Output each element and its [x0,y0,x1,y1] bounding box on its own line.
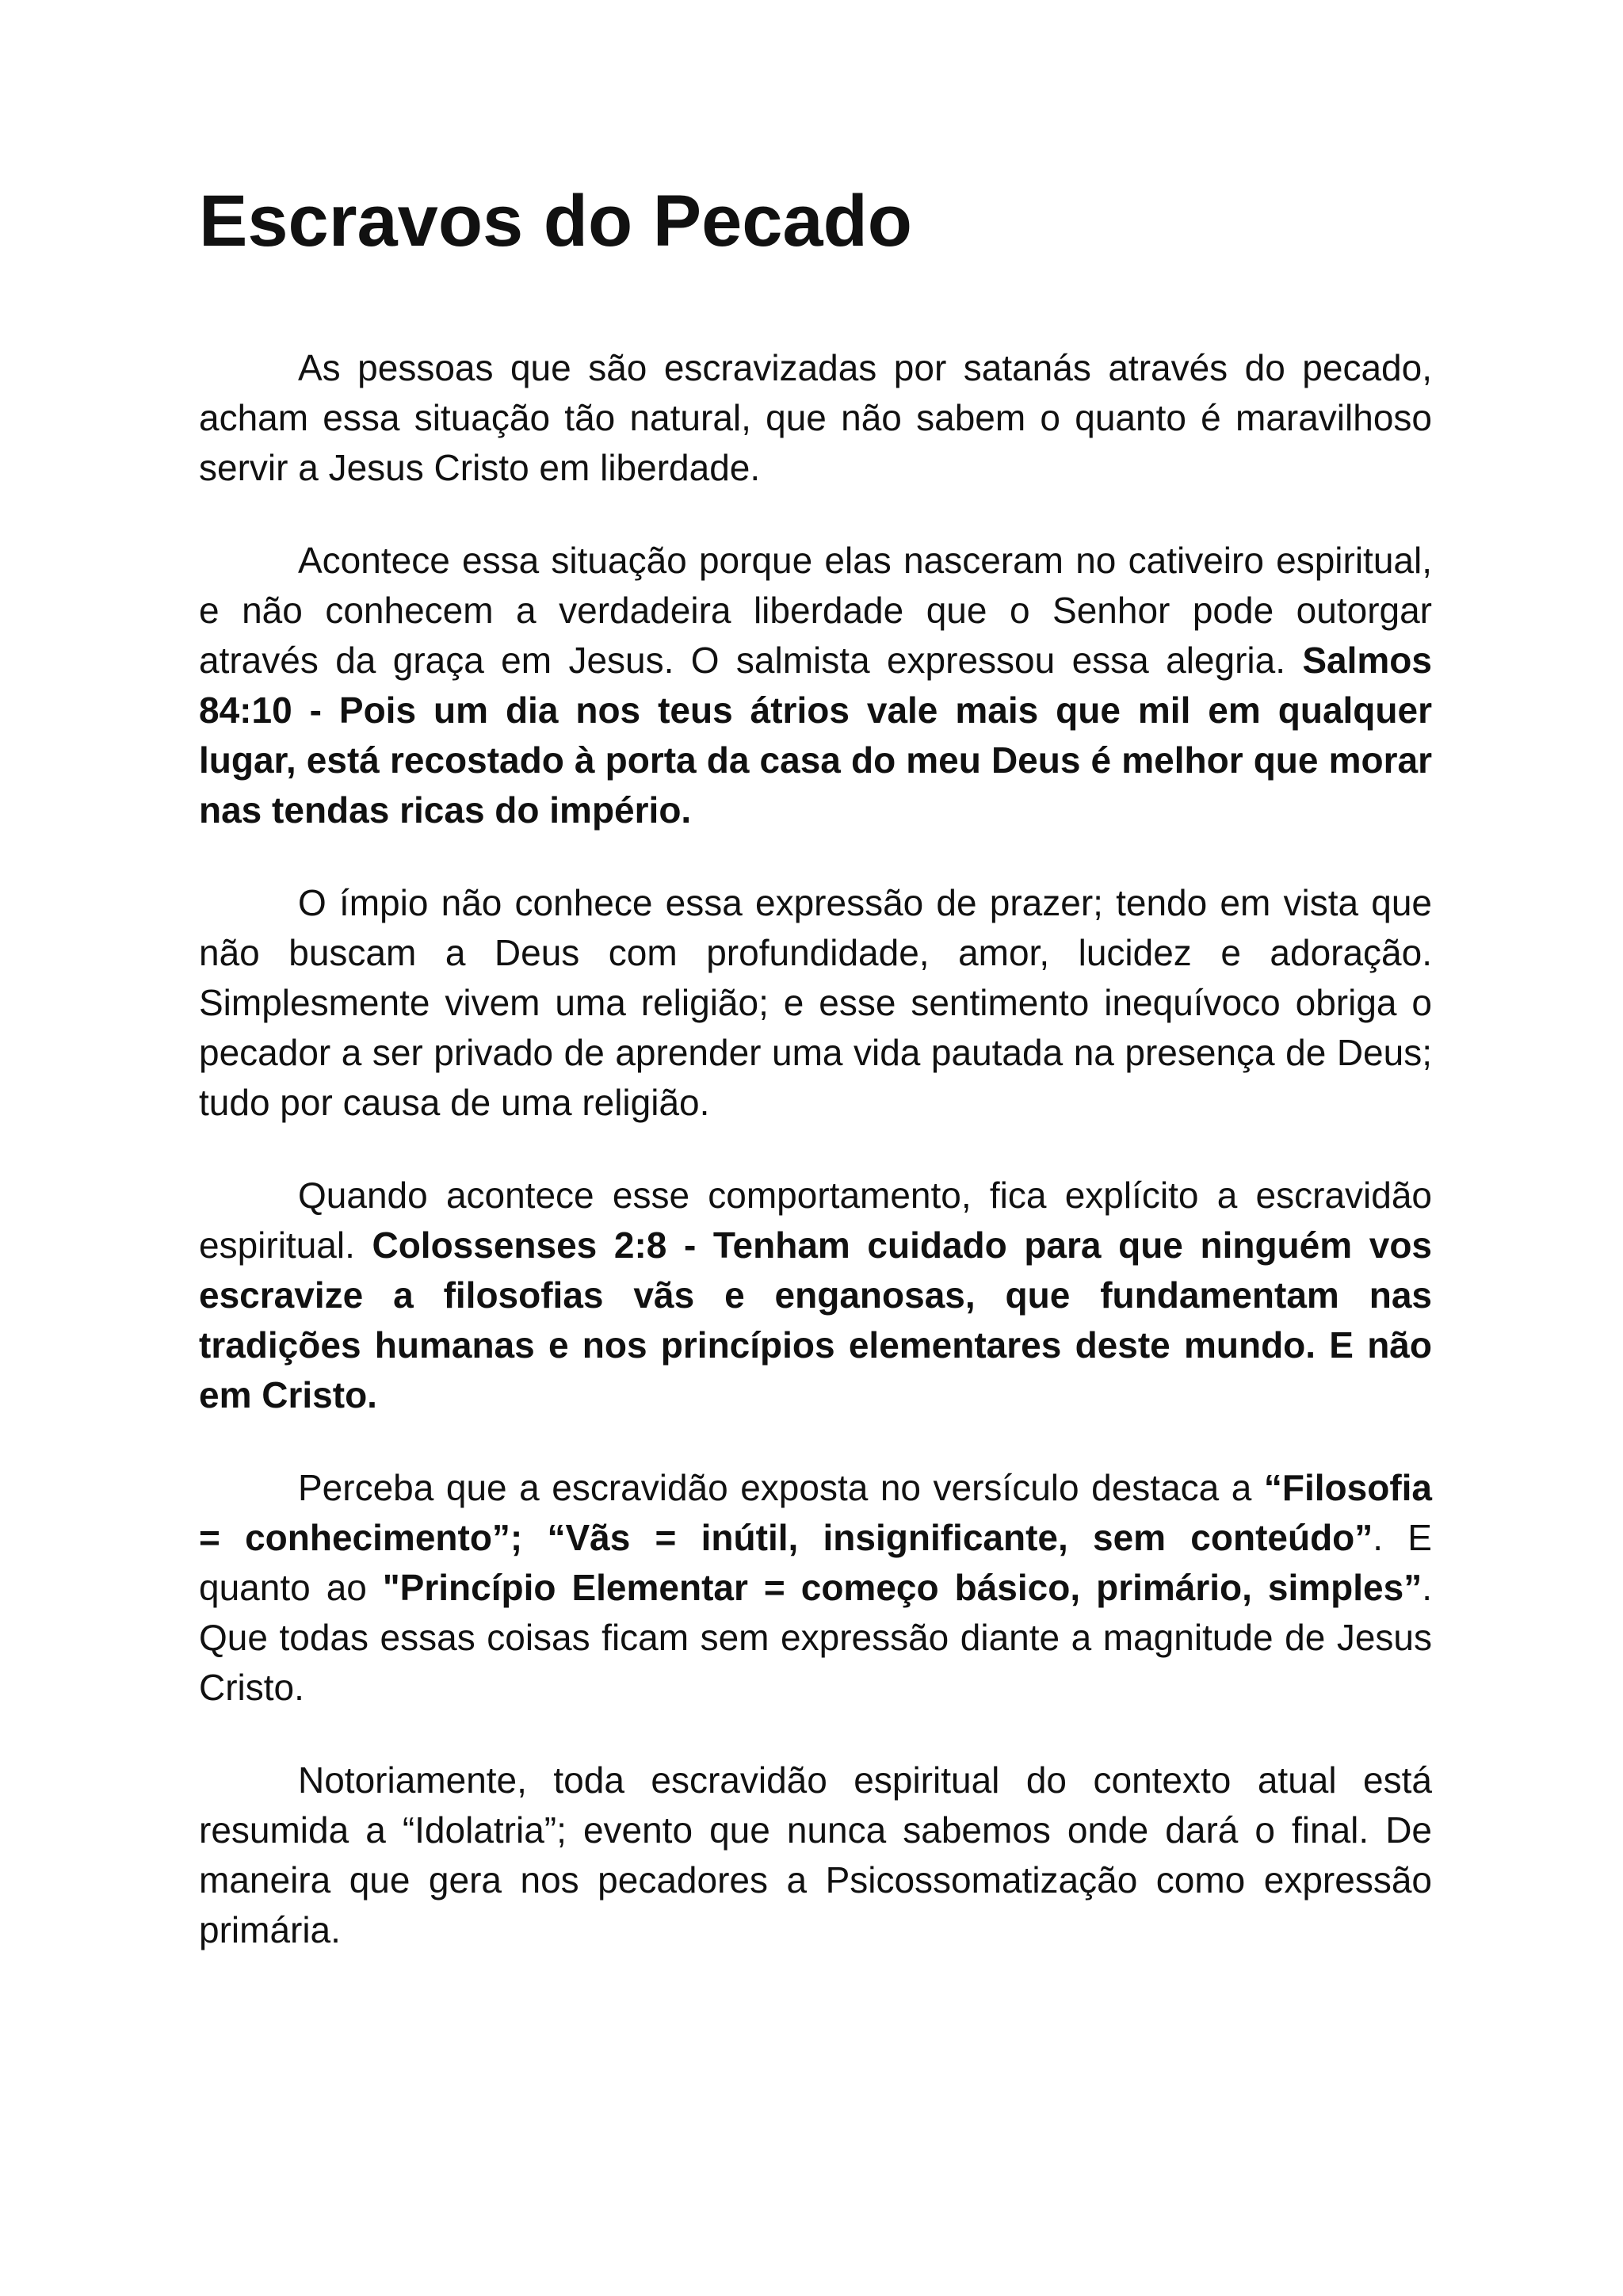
paragraph-4 [199,1171,1432,1420]
paragraph-5 [199,1463,1432,1713]
paragraph-4-text: Quando acontece esse comportamento, fica explícito a escravidão espiritual. [199,1175,1432,1266]
document-title: Escravos do Pecado [199,181,912,262]
paragraph-5-text-1: Perceba que a escravidão exposta no versículo destaca a [298,1467,1264,1508]
paragraph-2 [199,536,1432,835]
paragraph-1: As pessoas que são escravizadas por satanás através do pecado, acham essa situação tão natural, que não sabem o quanto é maravilhoso servir a Jesus Cristo em liberdade. [199,347,1432,488]
paragraph-3: O ímpio não conhece essa expressão de prazer; tendo em vista que não buscam a Deus com profundidade, amor, lucidez e adoração. Simplesmente vivem uma religião; e esse sentimento inequívoco obriga o pecador a ser privado de aprender uma vida pautada na presença de Deus; tudo por causa de uma religião. [199,882,1432,1123]
paragraph-5-text-2: . E quanto ao [199,1517,1432,1608]
verse-salmos-84-10: Salmos 84:10 - Pois um dia nos teus átrios vale mais que mil em qualquer lugar, está recostado à porta da casa do meu Deus é melhor que morar nas tendas ricas do império. [199,640,1432,831]
paragraph-5-bold-2: "Princípio Elementar = começo básico, primário, simples” [382,1567,1423,1608]
document-page [199,181,1433,1955]
paragraph-6: Notoriamente, toda escravidão espiritual do contexto atual está resumida a “Idolatria”; evento que nunca sabemos onde dará o final. De maneira que gera nos pecadores a Psicossomatização como expressão primária. [199,1759,1432,1950]
paragraph-5-bold-1: “Filosofia = conhecimento”; “Vãs = inútil, insignificante, sem conteúdo” [199,1467,1432,1558]
verse-colossenses-2-8: Colossenses 2:8 - Tenham cuidado para que ninguém vos escravize a filosofias vãs e enganosas, que fundamentam nas tradições humanas e nos princípios elementares deste mundo. E não em Cristo. [199,1224,1432,1415]
paragraph-2-text: Acontece essa situação porque elas nasceram no cativeiro espiritual, e não conhecem a verdadeira liberdade que o Senhor pode outorgar através da graça em Jesus. O salmista expressou essa alegria. [199,540,1432,681]
paragraph-5-text-3: . Que todas essas coisas ficam sem expressão diante a magnitude de Jesus Cristo. [199,1567,1433,1708]
